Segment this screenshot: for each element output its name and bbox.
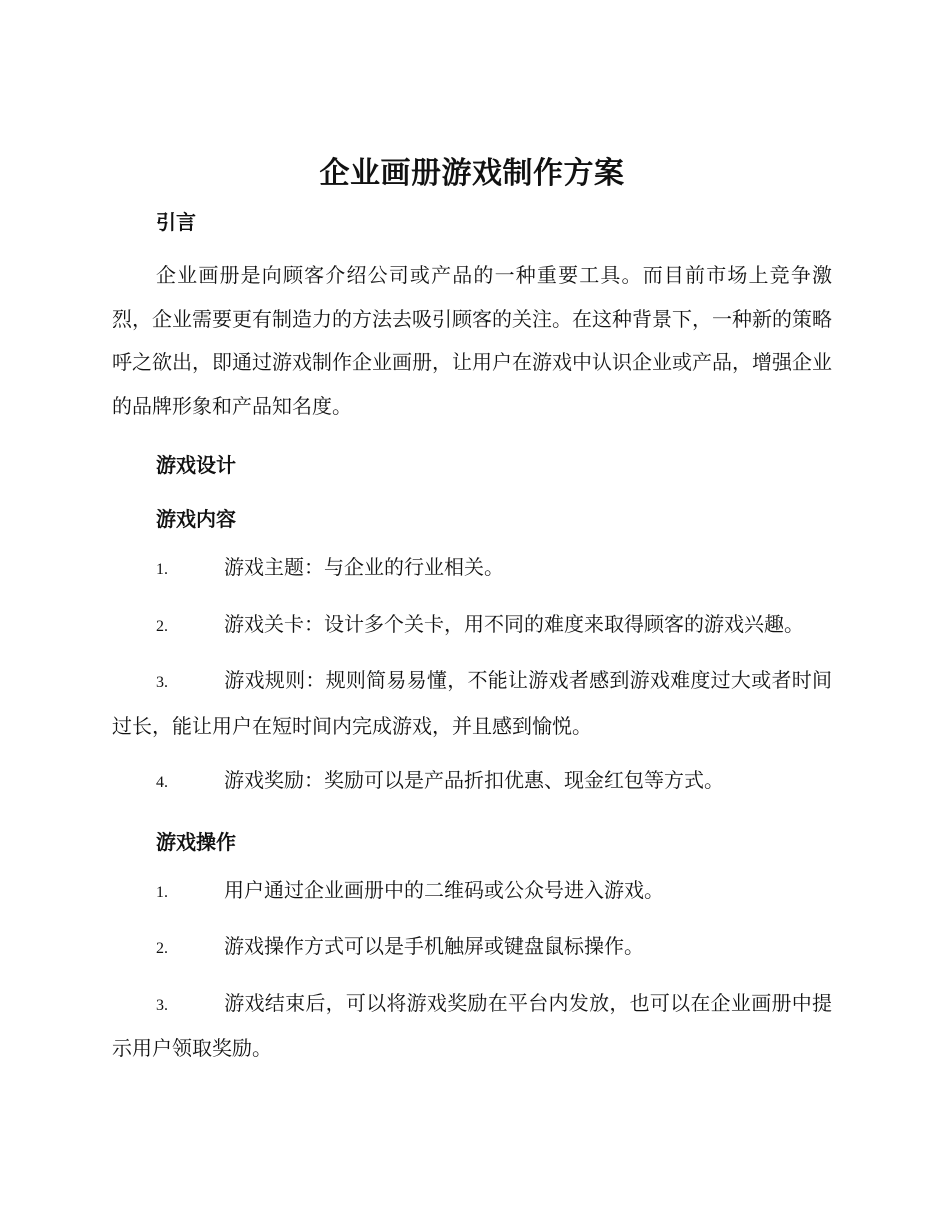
list-item-text: 游戏操作方式可以是手机触屏或键盘鼠标操作。	[224, 934, 644, 958]
content-list-item	[112, 759, 832, 805]
content-list-item	[112, 659, 832, 748]
list-item-text: 游戏主题：与企业的行业相关。	[224, 555, 504, 579]
operation-list-item	[112, 869, 832, 915]
list-item-number: 2.	[156, 940, 168, 957]
list-item-text: 游戏结束后，可以将游戏奖励在平台内发放，也可以在企业画册中提示用户领取奖励。	[112, 990, 832, 1060]
list-item-number: 1.	[156, 561, 168, 578]
section-heading-design: 游戏设计	[156, 453, 236, 477]
list-item-text: 游戏奖励：奖励可以是产品折扣优惠、现金红包等方式。	[224, 768, 724, 792]
document-page	[112, 148, 832, 1071]
section-heading-intro: 引言	[156, 210, 196, 234]
content-list-item	[112, 603, 832, 649]
operation-list-item	[112, 925, 832, 971]
section-heading-operation: 游戏操作	[156, 829, 236, 854]
content-list-item	[112, 546, 832, 592]
list-item-number: 4.	[156, 774, 168, 791]
intro-paragraph: 企业画册是向顾客介绍公司或产品的一种重要工具。而目前市场上竞争激烈，企业需要更有制造力的方法去吸引顾客的关注。在这种背景下，一种新的策略呼之欲出，即通过游戏制作企业画册，让用户在游戏中认识企业或产品，增强企业的品牌形象和产品知名度。	[112, 263, 832, 418]
operation-list-item	[112, 982, 832, 1071]
list-item-number: 1.	[156, 883, 168, 901]
list-item-text: 游戏规则：规则简易易懂，不能让游戏者感到游戏难度过大或者时间过长，能让用户在短时间内完成游戏，并且感到愉悦。	[112, 668, 832, 738]
list-item-text: 用户通过企业画册中的二维码或公众号进入游戏。	[224, 877, 664, 902]
section-heading-content: 游戏内容	[156, 507, 236, 531]
list-item-number: 2.	[156, 617, 168, 635]
list-item-number: 3.	[156, 996, 168, 1014]
list-item-text: 游戏关卡：设计多个关卡，用不同的难度来取得顾客的游戏兴趣。	[224, 611, 804, 636]
document-title: 企业画册游戏制作方案	[319, 156, 625, 191]
list-item-number: 3.	[156, 674, 168, 691]
